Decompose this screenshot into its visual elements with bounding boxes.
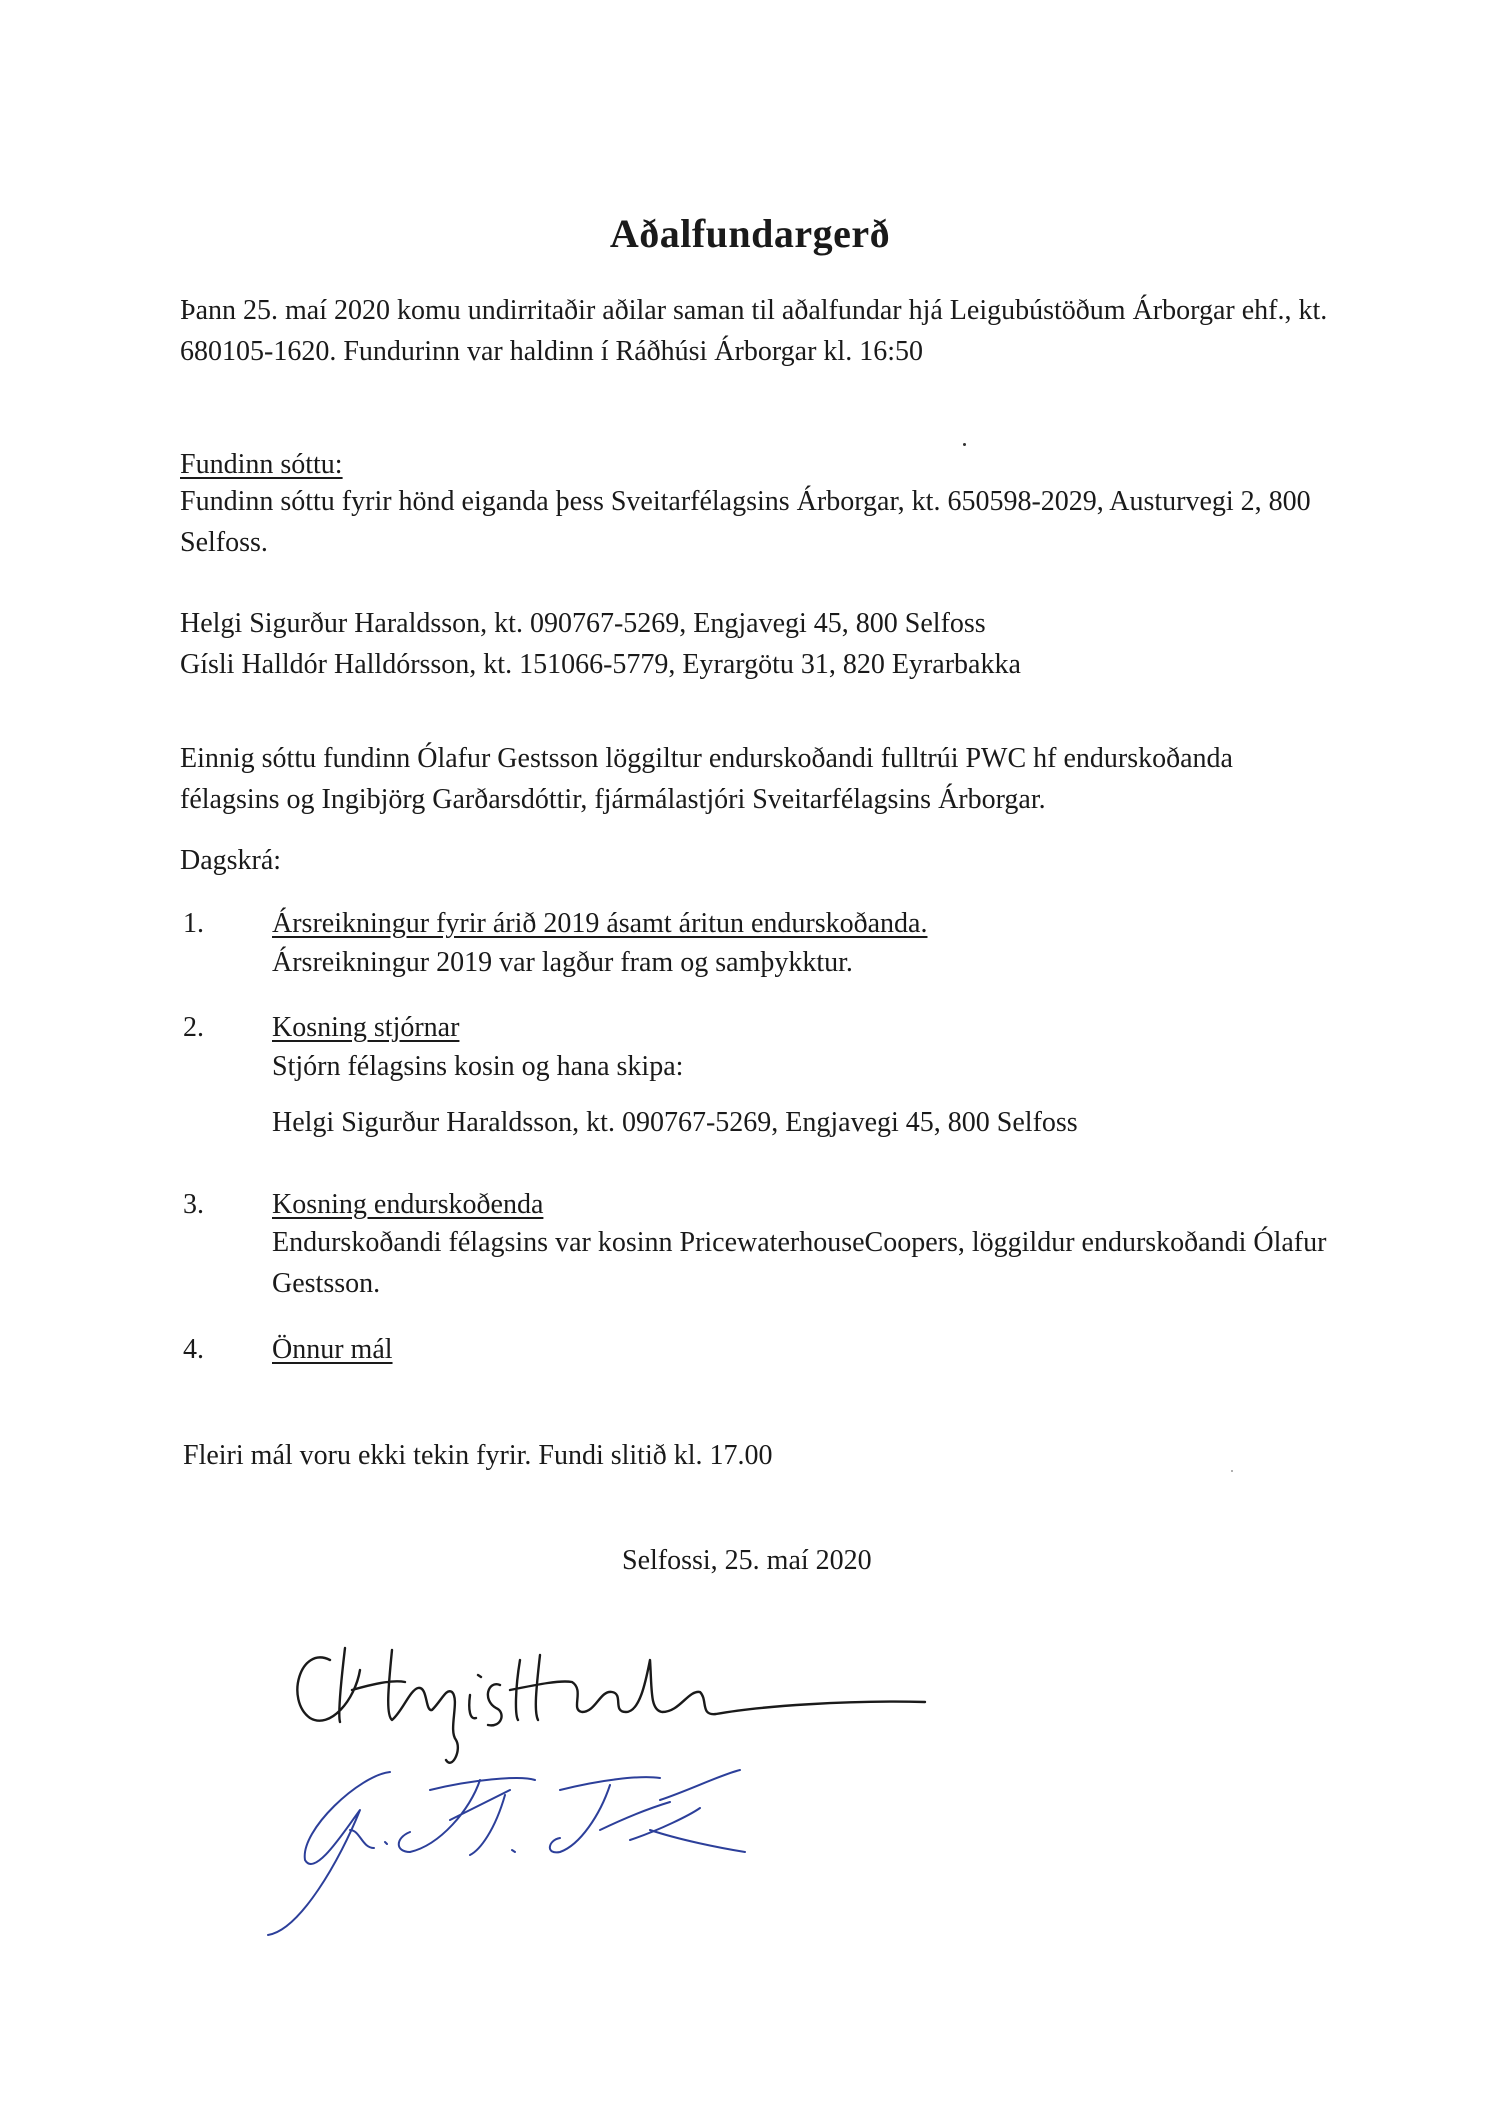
intro-paragraph: Þann 25. maí 2020 komu undirritaðir aðilar saman til aðalfundar hjá Leigubústöðum Árborgar ehf., kt. 680105-1620. Fundurinn var haldinn í Ráðhúsi Árborgar kl. 16:50 bbox=[180, 295, 1328, 367]
agenda-heading-3: Kosning endurskoðenda bbox=[272, 1189, 544, 1220]
place-date: Selfossi, 25. maí 2020 bbox=[622, 1545, 872, 1576]
page-title: Aðalfundargerð bbox=[609, 211, 891, 256]
attendees-heading: Fundinn sóttu: bbox=[180, 449, 343, 480]
agenda-heading-4: Önnur mál bbox=[272, 1334, 393, 1365]
attendee-helgi: Helgi Sigurður Haraldsson, kt. 090767-5269, Engjavegi 45, 800 Selfoss bbox=[180, 608, 986, 639]
agenda-body-3: Endurskoðandi félagsins var kosinn PricewaterhouseCoopers, löggildur endurskoðandi Ólafur Gestsson. bbox=[272, 1227, 1327, 1299]
agenda-number-4: 4. bbox=[183, 1334, 204, 1365]
agenda-number-2: 2. bbox=[183, 1012, 204, 1043]
signature-gisli bbox=[268, 1770, 745, 1935]
agenda-body-1: Ársreikningur 2019 var lagður fram og samþykktur. bbox=[272, 947, 853, 978]
also-attended-paragraph: Einnig sóttu fundinn Ólafur Gestsson löggiltur endurskoðandi fulltrúi PWC hf endurskoðanda félagsins og Ingibjörg Garðarsdóttir, fjármálastjóri Sveitarfélagsins Árborgar. bbox=[180, 743, 1233, 815]
attendees-text: Fundinn sóttu fyrir hönd eiganda þess Sveitarfélagsins Árborgar, kt. 650598-2029, Austurvegi 2, 800 Selfoss. bbox=[180, 486, 1311, 558]
agenda-number-1: 1. bbox=[183, 908, 204, 939]
agenda-heading-2: Kosning stjórnar bbox=[272, 1012, 460, 1043]
agenda-body-2: Stjórn félagsins kosin og hana skipa: bbox=[272, 1051, 684, 1082]
board-member: Helgi Sigurður Haraldsson, kt. 090767-5269, Engjavegi 45, 800 Selfoss bbox=[272, 1107, 1078, 1138]
agenda-heading-1: Ársreikningur fyrir árið 2019 ásamt áritun endurskoðanda. bbox=[272, 908, 928, 939]
attendee-gisli: Gísli Halldór Halldórsson, kt. 151066-5779, Eyrargötu 31, 820 Eyrarbakka bbox=[180, 649, 1021, 680]
closing-statement: Fleiri mál voru ekki tekin fyrir. Fundi slitið kl. 17.00 bbox=[183, 1440, 773, 1471]
signature-helgi bbox=[297, 1648, 925, 1763]
agenda-label: Dagskrá: bbox=[180, 845, 282, 876]
agenda-number-3: 3. bbox=[183, 1189, 204, 1220]
